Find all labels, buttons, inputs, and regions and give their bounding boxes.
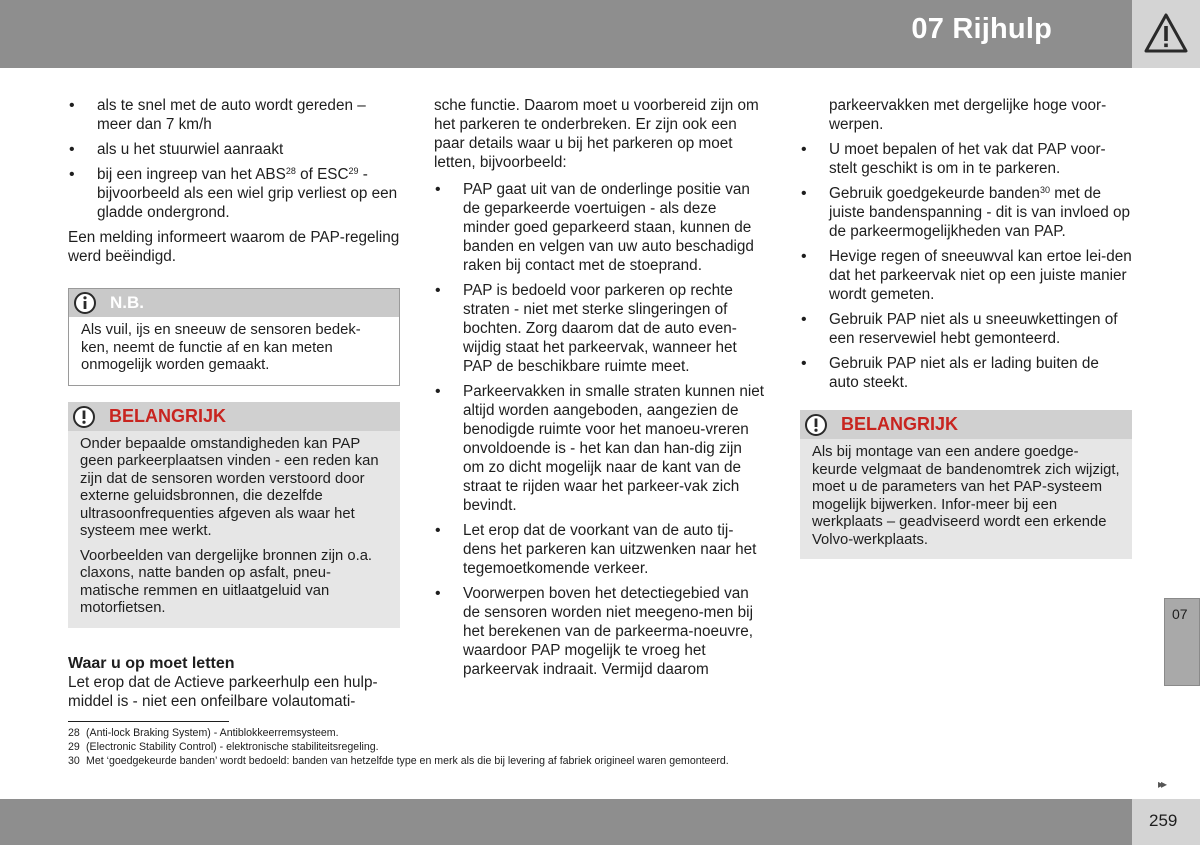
header-icon-box [1132,0,1200,68]
footnote: 28 (Anti-lock Braking System) - Antiblokkeerremsysteem. [68,727,339,739]
info-icon [73,291,97,315]
footnote: 30 Met ‘goedgekeurde banden’ wordt bedoeld: banden van hetzelfde type en merk als die bij levering af fabriek origineel waren gemonteerd. [68,755,729,767]
footnote: 29 (Electronic Stability Control) - elektronische stabiliteitsregeling. [68,741,379,753]
continue-arrows-icon: ▸▸ [1158,777,1165,791]
footnote-ref[interactable]: 30 [1039,185,1050,195]
list-item: • PAP gaat uit van de onderlinge positie van de geparkeerde voertuigen - als deze minder goed geparkeerd staan, kunnen de banden en velgen van uw auto beschadigd raken bij contact met de stoeprand. [434,180,766,275]
bullet-list [68,96,400,222]
important-box [68,402,400,628]
footnote-ref[interactable]: 28 [285,166,296,176]
important-box [800,410,1132,559]
important-body [68,431,400,628]
note-title: N.B. [110,293,144,312]
warning-triangle-icon [1143,12,1189,54]
exclamation-icon [72,405,96,429]
list-item: • Hevige regen of sneeuwval kan ertoe lei-den dat het parkeervak niet op een juiste manier wordt gemeten. [800,247,1132,304]
paragraph: Let erop dat de Actieve parkeerhulp een hulp-middel is - niet een onfeilbare volautomati- [68,673,378,710]
chapter-tab-label: 07 [1172,606,1188,622]
column-3 [800,96,1132,559]
list-item: • Gebruik goedgekeurde banden$^{30}$ met de juiste bandenspanning - dit is van invloed op de parkeermogelijkheden van PAP. [800,184,1132,241]
list-item: • als te snel met de auto wordt gereden – meer dan 7 km/h [68,96,400,134]
paragraph: Voorbeelden van dergelijke bronnen zijn o.a. claxons, natte banden op asfalt, pneu-matische remmen en uitlaatgeluid van motorfietsen. [80,547,373,616]
list-item: • Gebruik PAP niet als u sneeuwkettingen of een reservewiel hebt gemonteerd. [800,310,1132,348]
page-number: 259 [1149,811,1178,830]
footnotes [68,726,1068,768]
important-text: Als bij montage van een andere goedge-keurde velgmaat de bandenomtrek zich wijzigt, moet u de parameters van het PAP-systeem mogelijk bijwerken. Infor-meer bij een werkplaats – geadviseerd wordt een erkende Volvo-werkplaats. [812,444,1120,548]
list-item: • Parkeervakken in smalle straten kunnen niet altijd worden aangeboden, aangezien de benodigde ruimte voor het manoeu-vreren onvoldoende is - het kan dan han-dig zijn om zo dicht mogelijk naar de kant van de straat te rijden waar het parkeer-vak zich bevindt. [434,382,766,515]
footnote-ref[interactable]: 29 [348,166,359,176]
header-bar [0,0,1132,68]
paragraph: Een melding informeert waarom de PAP-regeling werd beëindigd. [68,229,400,265]
chapter-tab[interactable] [1164,598,1200,686]
list-item: • als u het stuurwiel aanraakt [68,140,400,159]
list-item: • Gebruik PAP niet als er lading buiten de auto steekt. [800,354,1132,392]
section-heading: Waar u op moet letten [68,654,235,672]
list-item: • PAP is bedoeld voor parkeren op rechte straten - niet met sterke slingeringen of bochten. Zorg daarom dat de auto even-wijdig staat het parkeervak, wanneer het PAP de beschikbare ruimte meet. [434,281,766,376]
note-text: Als vuil, ijs en sneeuw de sensoren bedek-ken, neemt de functie af en kan meten onmogelijk worden gemaakt. [81,322,361,373]
bullet-list [800,140,1132,392]
column-2 [434,96,766,685]
footnote-divider [68,721,229,722]
important-title: BELANGRIJK [109,405,227,426]
paragraph: sche functie. Daarom moet u voorbereid zijn om het parkeren te onderbreken. Er zijn ook een paar details waar u bij het parkeren op moet letten, bijvoorbeeld: [434,97,759,171]
paragraph: parkeervakken met dergelijke hoge voor-werpen. [829,97,1107,133]
important-header [68,402,400,431]
important-header [800,410,1132,439]
list-item: • Voorwerpen boven het detectiegebied van de sensoren worden niet meegeno-men bij het berekenen van de parkeerma-noeuvre, waardoor PAP mogelijk te vroeg het parkeervak indraait. Vermijd daarom [434,584,766,679]
paragraph: Onder bepaalde omstandigheden kan PAP geen parkeerplaatsen vinden - een reden kan zijn dat de sensoren worden verstoord door externe geluidsbronnen, die dezelfde ultrasoonfrequenties afgeven als waar het systeem mee werkt. [80,435,379,539]
footer-bar [0,799,1132,845]
column-1 [68,96,400,717]
bullet-list [434,180,766,679]
chapter-title: 07 Rijhulp [911,13,1052,45]
note-header [69,289,399,317]
list-item: • bij een ingreep van het ABS$^{28}$ of ESC$^{29}$ - bijvoorbeeld als een wiel grip verliest op een gladde ondergrond. [68,165,400,222]
list-item: • Let erop dat de voorkant van de auto tij-dens het parkeren kan uitzwenken naar het tegemoetkomende verkeer. [434,521,766,578]
important-title: BELANGRIJK [841,414,959,434]
exclamation-icon [804,413,828,437]
list-item: • U moet bepalen of het vak dat PAP voor-stelt geschikt is om in te parkeren. [800,140,1132,178]
note-box [68,288,400,386]
